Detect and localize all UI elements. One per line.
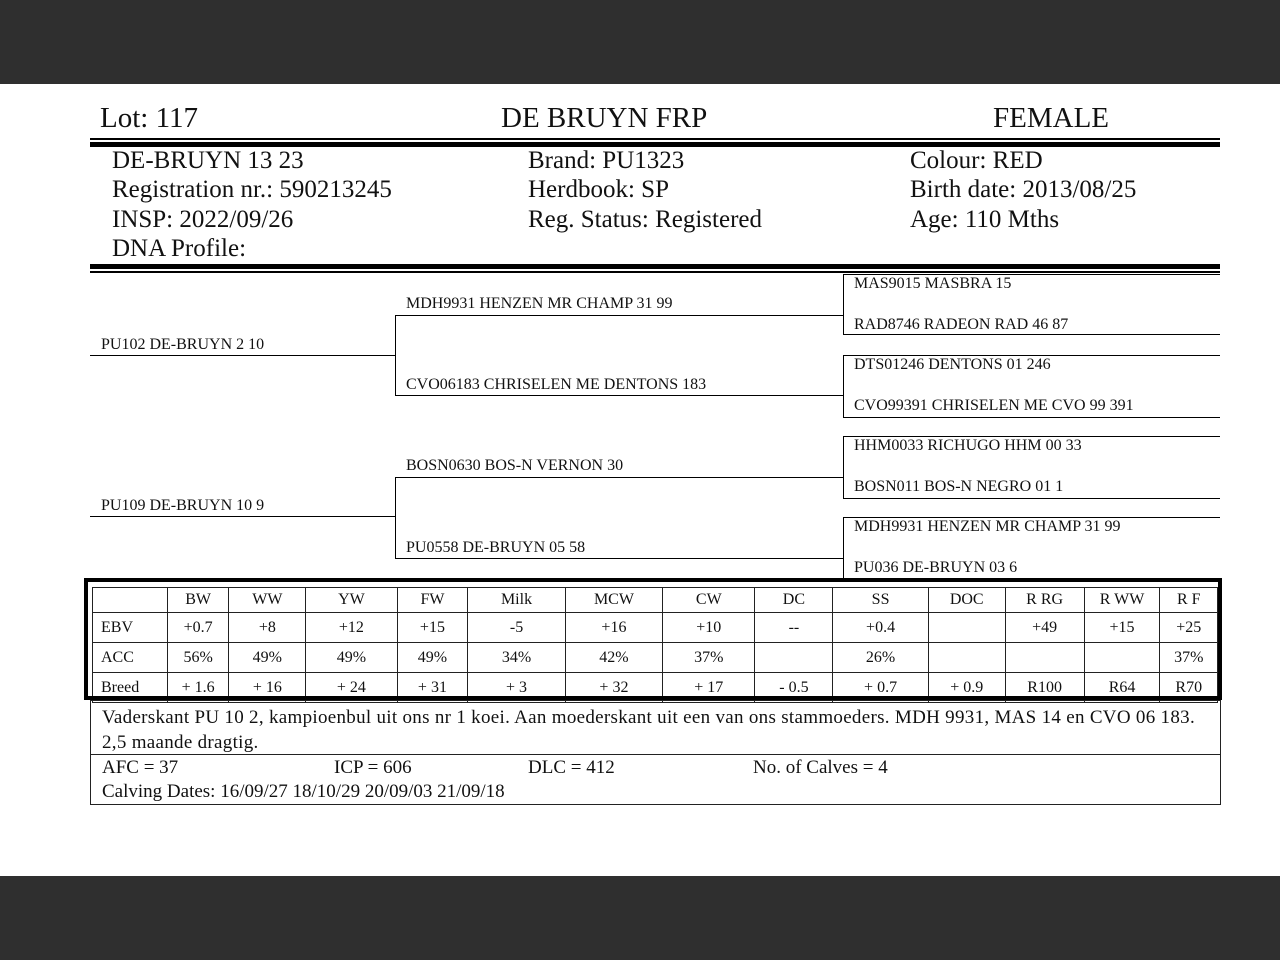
breed-cell: + 32 [565, 673, 662, 703]
row-label: ACC [93, 643, 168, 673]
acc-cell [928, 643, 1005, 673]
breed-cell: R70 [1160, 673, 1218, 703]
acc-cell: 37% [1160, 643, 1218, 673]
ebv-col-header: R RG [1005, 588, 1084, 613]
afc: AFC = 37 [102, 757, 179, 778]
ebv-cell: +0.4 [833, 613, 928, 643]
ebv-cell: +49 [1005, 613, 1084, 643]
calving-dates: Calving Dates: 16/09/27 18/10/29 20/09/03 21/09/18 [102, 781, 505, 802]
sire-sire: MDH9931 HENZEN MR CHAMP 31 99 [406, 295, 673, 312]
breed-cell: + 24 [306, 673, 397, 703]
ebv-cell: +0.7 [167, 613, 229, 643]
ebv-header-row [93, 588, 1218, 613]
dlc: DLC = 412 [528, 757, 615, 778]
great-grandparent-8: PU036 DE-BRUYN 03 6 [854, 559, 1018, 576]
dna-profile: DNA Profile: [112, 235, 247, 262]
ebv-col-header: R F [1160, 588, 1218, 613]
acc-cell: 56% [167, 643, 229, 673]
ebv-cell: +16 [565, 613, 662, 643]
colour: Colour: RED [910, 147, 1043, 174]
herdbook: Herdbook: SP [528, 176, 669, 203]
remarks-text: Vaderskant PU 10 2, kampioenbul uit ons nr 1 koei. Aan moederskant uit een van ons stammoeders. MDH 9931, MAS 14 en CVO 06 183. 2,5 maande dragtig. [102, 707, 1195, 753]
ebv-col-header: BW [167, 588, 229, 613]
sire-dam: CVO06183 CHRISELEN ME DENTONS 183 [406, 376, 707, 393]
ebv-cell: +8 [229, 613, 306, 643]
ebv-col-header [93, 588, 168, 613]
breed-cell: + 3 [468, 673, 565, 703]
ebv-col-header: FW [397, 588, 468, 613]
ebv-col-header: DC [755, 588, 833, 613]
ebv-col-header: CW [663, 588, 755, 613]
ebv-cell [928, 613, 1005, 643]
calving-box [90, 754, 1221, 805]
registration-number: Registration nr.: 590213245 [112, 176, 392, 203]
breed-cell: + 0.9 [928, 673, 1005, 703]
breed-cell: - 0.5 [755, 673, 833, 703]
breed-cell: + 0.7 [833, 673, 928, 703]
breed-cell: + 1.6 [167, 673, 229, 703]
header-rule-thin [90, 138, 1220, 140]
animal-sex: FEMALE [993, 102, 1109, 134]
dam: PU109 DE-BRUYN 10 9 [101, 497, 265, 514]
dam-dam: PU0558 DE-BRUYN 05 58 [406, 539, 586, 556]
great-grandparent-3: DTS01246 DENTONS 01 246 [854, 356, 1051, 373]
birth-date: Birth date: 2013/08/25 [910, 176, 1137, 203]
acc-cell [1084, 643, 1160, 673]
sire: PU102 DE-BRUYN 2 10 [101, 336, 265, 353]
ebv-cell: -5 [468, 613, 565, 643]
ebv-col-header: WW [229, 588, 306, 613]
ebv-col-header: R WW [1084, 588, 1160, 613]
ebv-col-header: SS [833, 588, 928, 613]
row-label: Breed [93, 673, 168, 703]
breed-cell: R100 [1005, 673, 1084, 703]
ebv-col-header: Milk [468, 588, 565, 613]
number-of-calves: No. of Calves = 4 [753, 757, 888, 778]
row-label: EBV [93, 613, 168, 643]
animal-name: DE-BRUYN 13 23 [112, 147, 304, 174]
ebv-col-header: DOC [928, 588, 1005, 613]
acc-cell: 49% [229, 643, 306, 673]
ebv-cell: +10 [663, 613, 755, 643]
great-grandparent-4: CVO99391 CHRISELEN ME CVO 99 391 [854, 397, 1134, 414]
lot-number: Lot: 117 [100, 102, 199, 134]
dam-sire: BOSN0630 BOS-N VERNON 30 [406, 457, 624, 474]
ebv-cell: +25 [1160, 613, 1218, 643]
acc-row [93, 643, 1218, 673]
ebv-col-header: YW [306, 588, 397, 613]
inspection-date: INSP: 2022/09/26 [112, 206, 294, 233]
acc-cell: 37% [663, 643, 755, 673]
info-rule-thick [90, 264, 1220, 269]
registration-status: Reg. Status: Registered [528, 206, 762, 233]
acc-cell: 42% [565, 643, 662, 673]
ebv-cell: +12 [306, 613, 397, 643]
great-grandparent-6: BOSN011 BOS-N NEGRO 01 1 [854, 478, 1064, 495]
ebv-row [93, 613, 1218, 643]
breeder-name: DE BRUYN FRP [501, 102, 708, 134]
great-grandparent-1: MAS9015 MASBRA 15 [854, 275, 1012, 292]
remarks-box [90, 700, 1221, 755]
acc-cell: 26% [833, 643, 928, 673]
great-grandparent-7: MDH9931 HENZEN MR CHAMP 31 99 [854, 518, 1121, 535]
breed-cell: + 16 [229, 673, 306, 703]
ebv-cell: -- [755, 613, 833, 643]
great-grandparent-2: RAD8746 RADEON RAD 46 87 [854, 316, 1069, 333]
brand: Brand: PU1323 [528, 147, 685, 174]
ebv-table [92, 587, 1218, 703]
acc-cell [755, 643, 833, 673]
breed-row [93, 673, 1218, 703]
age: Age: 110 Mths [910, 206, 1060, 233]
acc-cell: 34% [468, 643, 565, 673]
acc-cell: 49% [397, 643, 468, 673]
acc-cell [1005, 643, 1084, 673]
sale-catalogue-page [0, 84, 1280, 876]
acc-cell: 49% [306, 643, 397, 673]
icp: ICP = 606 [334, 757, 412, 778]
breed-cell: + 31 [397, 673, 468, 703]
breed-cell: + 17 [663, 673, 755, 703]
ebv-cell: +15 [397, 613, 468, 643]
ebv-col-header: MCW [565, 588, 662, 613]
great-grandparent-5: HHM0033 RICHUGO HHM 00 33 [854, 437, 1082, 454]
breed-cell: R64 [1084, 673, 1160, 703]
info-rule-thin [90, 271, 1220, 273]
ebv-cell: +15 [1084, 613, 1160, 643]
